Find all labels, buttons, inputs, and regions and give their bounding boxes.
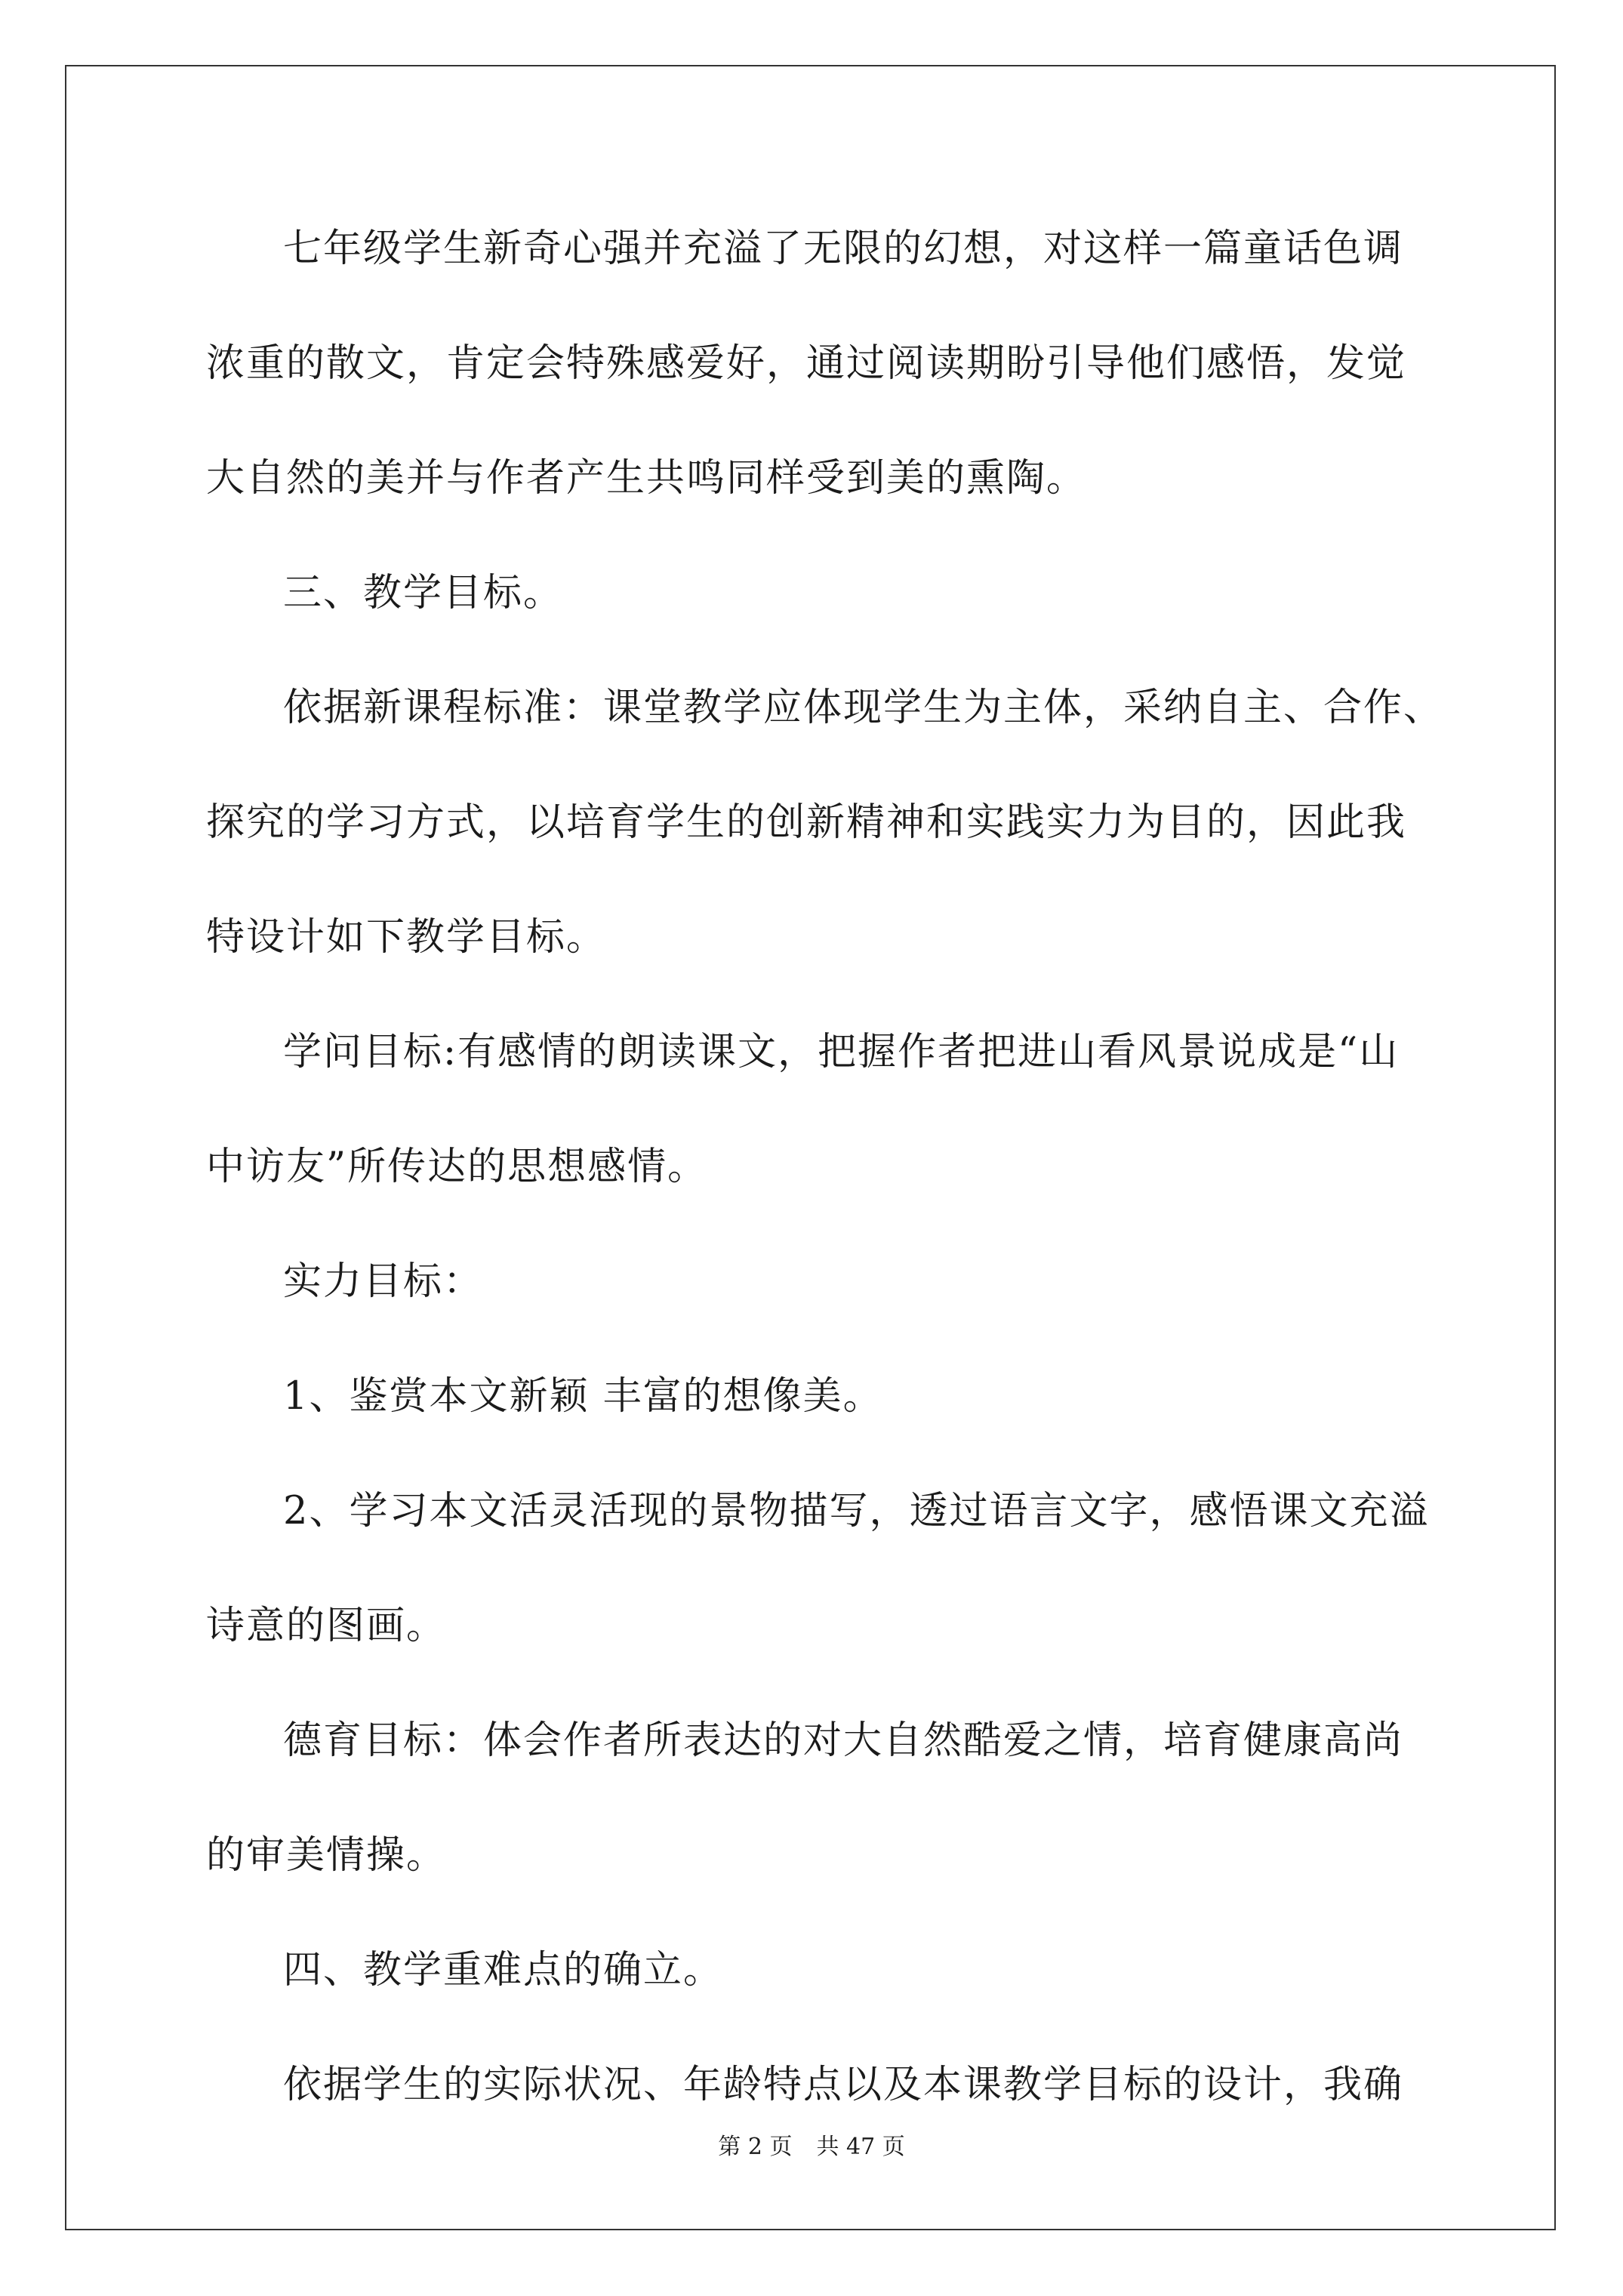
section-heading: 四、教学重难点的确立。 (283, 1948, 724, 1992)
section-heading: 三、教学目标。 (283, 571, 564, 615)
text-line: 依据新课程标准：课堂教学应体现学生为主体，采纳自主、合作、 (283, 686, 1444, 730)
text-line: 实力目标： (283, 1259, 484, 1304)
text-line: 大自然的美并与作者产生共鸣同样受到美的熏陶。 (206, 456, 1087, 501)
page-footer (0, 2132, 1623, 2162)
text-line: 七年级学生新奇心强并充溢了无限的幻想，对这样一篇童话色调 (283, 227, 1404, 271)
text-line: 依据学生的实际状况、年龄特点以及本课教学目标的设计，我确 (283, 2063, 1404, 2107)
text-line: 诗意的图画。 (206, 1604, 447, 1648)
text-line: 1、鉴赏本文新颖 丰富的想像美。 (283, 1374, 883, 1419)
page-number: 第 2 页 (718, 2134, 793, 2160)
text-line: 的审美情操。 (206, 1833, 447, 1878)
text-line: 探究的学习方式，以培育学生的创新精神和实践实力为目的，因此我 (206, 800, 1407, 845)
text-line: 学问目标:有感情的朗读课文，把握作者把进山看风景说成是“山 (283, 1030, 1400, 1074)
text-line: 特设计如下教学目标。 (206, 915, 607, 960)
page-total: 共 47 页 (816, 2134, 905, 2160)
text-line: 德育目标：体会作者所表达的对大自然酷爱之情，培育健康高尚 (283, 1718, 1404, 1763)
text-line: 浓重的散文，肯定会特殊感爱好，通过阅读期盼引导他们感悟，发觉 (206, 341, 1407, 386)
text-line: 2、学习本文活灵活现的景物描写，透过语言文字，感悟课文充溢 (283, 1489, 1430, 1533)
text-line: 中访友”所传达的思想感情。 (206, 1145, 708, 1189)
